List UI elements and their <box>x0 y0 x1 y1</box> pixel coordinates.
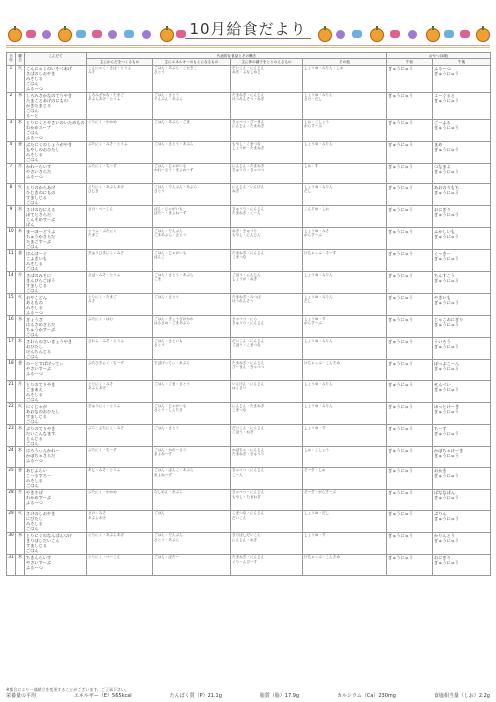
pumpkin-icon <box>160 28 174 42</box>
day-cell: 25 <box>7 467 16 489</box>
snack-pm-cell: くっきー ぎゅうにゅう <box>433 250 491 272</box>
divider <box>6 45 490 46</box>
yellow-group-cell: むしめん・あぶら <box>153 489 231 510</box>
snack-am-cell: ぎゅうにゅう <box>387 425 433 447</box>
snack-am-cell: ぎゅうにゅう <box>387 467 433 489</box>
weekday-cell: 水 <box>16 425 25 447</box>
menu-cell: さわらのさいきょうやき おひたし けんちんじる ごはん <box>25 338 87 360</box>
table-row <box>7 65 491 92</box>
weekday-cell: 月 <box>16 489 25 510</box>
pumpkin-icon <box>426 28 440 42</box>
page-title: 10月給食だより <box>0 18 496 39</box>
table-row <box>7 206 491 228</box>
table-row <box>7 228 491 250</box>
snack-pm-cell: おかき ぎゅうにゅう <box>433 467 491 489</box>
header-snack-am: 午前 <box>387 59 433 65</box>
yellow-group-cell: すぱげってぃ・あぶら <box>153 360 231 381</box>
table-row <box>7 554 491 575</box>
pumpkin-icon <box>370 28 384 42</box>
day-cell: 28 <box>7 489 16 510</box>
yellow-group-cell: ごはん・じゃがいも かれーるう・まよねーず <box>153 163 231 184</box>
snack-am-cell: ぎゅうにゅう <box>387 250 433 272</box>
day-cell: 22 <box>7 403 16 425</box>
other-cell: こんそめ・しお <box>303 206 387 228</box>
green-group-cell: にんじん・いんげん ねぎ <box>231 184 303 206</box>
other-cell: しお・す <box>303 163 387 184</box>
snack-pm-cell: ちーず ぎゅうにゅう <box>433 425 491 447</box>
menu-cell: こんにゃくのいそべあげ さばのしおやき みそしる ごはん ふるーつ <box>25 65 87 92</box>
pumpkin-icon <box>476 28 490 42</box>
snack-pm-cell: ぽっぷこーん ぎゅうにゅう <box>433 360 491 381</box>
snack-am-cell: ぎゅうにゅう <box>387 403 433 425</box>
red-group-cell: とりにく・あぶらあげ ひじき <box>87 184 153 206</box>
table-row <box>7 510 491 532</box>
menu-cell: はんばーぐ こふきいも みそしる ごはん <box>25 250 87 272</box>
other-cell: しお・こしょう がらすーぷ <box>303 119 387 141</box>
weekday-cell: 月 <box>16 381 25 403</box>
red-group-cell: ぶたひきにく・ちーず <box>87 360 153 381</box>
snack-am-cell: ぎゅうにゅう <box>387 272 433 294</box>
header-other: その他 <box>303 59 387 65</box>
yellow-group-cell: ごはん・さとう <box>153 294 231 316</box>
other-cell: しょうゆ・だし <box>303 510 387 532</box>
table-row <box>7 272 491 294</box>
snack-am-cell: ぎゅうにゅう <box>387 119 433 141</box>
snack-am-cell: ぎゅうにゅう <box>387 381 433 403</box>
menu-cell: さばのみそに きんぴらごぼう すましじる ごはん <box>25 272 87 294</box>
day-cell: 29 <box>7 510 16 532</box>
snack-pm-cell: ちんすこう ぎゅうにゅう <box>433 272 491 294</box>
menu-cell: ぶたにくのしょうがやき もやしのおひたし みそしる ごはん <box>25 141 87 163</box>
day-cell: 24 <box>7 447 16 468</box>
green-group-cell: いんげん・にんじん はくさい <box>231 381 303 403</box>
weekday-cell: 金 <box>16 250 25 272</box>
day-cell: 14 <box>7 272 16 294</box>
weekday-cell: 木 <box>16 228 25 250</box>
lollipop-icon <box>108 30 117 39</box>
red-group-cell: とうふ・ぶたにく たまご <box>87 228 153 250</box>
snack-am-cell: ぎゅうにゅう <box>387 92 433 119</box>
red-group-cell: とりにく・あぶらあげ <box>87 532 153 554</box>
green-group-cell: たまねぎ・にんじん ぐりーんぴーす <box>231 554 303 575</box>
table-row <box>7 250 491 272</box>
other-cell: しょうゆ・みりん <box>303 381 387 403</box>
table-row <box>7 141 491 163</box>
yellow-group-cell: ごはん・さとう・あぶら ごま <box>153 272 231 294</box>
lollipop-icon <box>336 30 345 39</box>
nutrition-energy: エネルギー（E）565kcal <box>73 693 132 699</box>
menu-cell: とりのてりやき ごまあえ みそしる ごはん <box>25 381 87 403</box>
snack-pm-cell: せんべい ぎゅうにゅう <box>433 381 491 403</box>
green-group-cell: きゅうり・にんじん たまねぎ・こーん <box>231 206 303 228</box>
snack-pm-cell: やきいも ぎゅうにゅう <box>433 294 491 316</box>
table-row <box>7 425 491 447</box>
header-snack: おやつ(3歳) <box>387 53 491 59</box>
footer-note: ※都合により一部献立を変更することがございます。ご了承下さい。 <box>6 687 130 692</box>
menu-cell: ちきんらいす やさいすーぷ ふるーつ <box>25 554 87 575</box>
menu-cell: さけのしおやき にびたし みそしる ごはん <box>25 510 87 532</box>
other-cell: しょうゆ・みそ がらすーぷ <box>303 228 387 250</box>
menu-table-body <box>7 65 491 575</box>
yellow-group-cell: ごはん・あぶら・ごま <box>153 119 231 141</box>
red-group-cell: さけ・みそ あぶらあげ <box>87 510 153 532</box>
snack-pm-cell: ぷりん ぎゅうにゅう <box>433 510 491 532</box>
day-cell: 3 <box>7 119 16 141</box>
other-cell: けちゃっぷ・こんそめ <box>303 554 387 575</box>
header-yellow-group: 主にエネルギーのもとになるもの <box>153 59 231 65</box>
green-group-cell: たまねぎ・みつば ほうれんそう <box>231 294 303 316</box>
weekday-cell: 木 <box>16 447 25 468</box>
snack-am-cell: ぎゅうにゅう <box>387 360 433 381</box>
snack-am-cell: ぎゅうにゅう <box>387 338 433 360</box>
green-group-cell: だいこん・にんじん ごぼう・ねぎ <box>231 425 303 447</box>
pumpkin-icon <box>318 28 332 42</box>
lollipop-icon <box>142 30 151 39</box>
yellow-group-cell: ごはん・じゃがいも ぱんこ <box>153 250 231 272</box>
lollipop-icon <box>42 30 51 39</box>
red-group-cell: しろみざかな・たまご あぶらあげ・とうふ <box>87 92 153 119</box>
other-cell: しょうゆ・す <box>303 425 387 447</box>
other-cell: しょうゆ・す がらすーぷ <box>303 316 387 338</box>
green-group-cell: だいこん・にんじん ごぼう・こまつな <box>231 338 303 360</box>
yellow-group-cell: ごはん・でんぷん ごまあぶら・さとう <box>153 228 231 250</box>
table-row <box>7 381 491 403</box>
other-cell: しょうゆ・みりん <box>303 272 387 294</box>
table-row <box>7 184 491 206</box>
weekday-cell: 月 <box>16 272 25 294</box>
snack-am-cell: ぎゅうにゅう <box>387 532 433 554</box>
pumpkin-icon <box>58 28 72 42</box>
candy-icon <box>390 30 400 38</box>
weekday-cell: 金 <box>16 360 25 381</box>
day-cell: 31 <box>7 554 16 575</box>
weekday-cell: 水 <box>16 532 25 554</box>
green-group-cell: にんじん・たまねぎ こまつな <box>231 403 303 425</box>
weekday-cell: 火 <box>16 294 25 316</box>
nutrition-protein: たんぱく質（P）21.1g <box>169 693 222 699</box>
halloween-decoration <box>0 28 496 42</box>
menu-cell: はろうぃんかれー かぼちゃさらだ ふるーつ <box>25 447 87 468</box>
weekday-cell: 金 <box>16 141 25 163</box>
table-row <box>7 447 491 468</box>
snack-am-cell: ぎゅうにゅう <box>387 554 433 575</box>
red-group-cell: とりにく・たまご みそ <box>87 294 153 316</box>
red-group-cell: ぶたにく・みそ・とうふ <box>87 141 153 163</box>
other-cell: けちゃっぷ・こんそめ <box>303 360 387 381</box>
candy-icon <box>176 30 186 38</box>
yellow-group-cell: ごはん・でんぷん さとう・あぶら <box>153 532 231 554</box>
red-group-cell: ぎゅうひきにく・みそ <box>87 250 153 272</box>
yellow-group-cell: ぱん・じゃがいも ばたー・まよねーず <box>153 206 231 228</box>
day-cell: 11 <box>7 250 16 272</box>
yellow-group-cell: ごはん・ごま・さとう <box>153 381 231 403</box>
candy-icon <box>124 30 134 38</box>
green-group-cell: かぼちゃ・にんじん たまねぎ・きゅうり <box>231 447 303 468</box>
weekday-cell: 水 <box>16 92 25 119</box>
weekday-cell: 火 <box>16 510 25 532</box>
other-cell: そーす・しお <box>303 467 387 489</box>
table-row <box>7 403 491 425</box>
menu-table <box>6 52 491 576</box>
red-group-cell: とりにく・べーこん <box>87 554 153 575</box>
red-group-cell: とりにく・みそ あぶらあげ <box>87 381 153 403</box>
snack-pm-cell: ばななぱん ぎゅうにゅう <box>433 489 491 510</box>
snack-pm-cell: かりんとう ぎゅうにゅう <box>433 532 491 554</box>
weekday-cell: 火 <box>16 403 25 425</box>
header-snack-pm: 午後 <box>433 59 491 65</box>
yellow-group-cell: ごはん・かれーるう まよねーず <box>153 447 231 468</box>
table-row <box>7 338 491 360</box>
day-cell: 4 <box>7 141 16 163</box>
snack-am-cell: ぎゅうにゅう <box>387 163 433 184</box>
green-group-cell: たまねぎ・にんじん ぴーまん・きゃべつ <box>231 360 303 381</box>
other-cell: しょうゆ・みりん <box>303 141 387 163</box>
yellow-group-cell: ごはん・ぎょうざのかわ はるさめ・ごまあぶら <box>153 316 231 338</box>
yellow-group-cell: ごはん <box>153 510 231 532</box>
day-cell: 16 <box>7 316 16 338</box>
snack-am-cell: ぎゅうにゅう <box>387 294 433 316</box>
yellow-group-cell: ごはん・さとう <box>153 425 231 447</box>
table-row <box>7 294 491 316</box>
yellow-group-cell: ごはん・さといも さとう <box>153 338 231 360</box>
snack-pm-cell: じゃこおにぎり ぎゅうにゅう <box>433 316 491 338</box>
menu-cell: ぎょうざ はるさめさらだ ちゅうかすーぷ ごはん <box>25 316 87 338</box>
other-cell: しお・こしょう <box>303 447 387 468</box>
menu-cell: とりのからあげ ひじきのにもの すましじる ごはん <box>25 184 87 206</box>
snack-pm-cell: ういろう ぎゅうにゅう <box>433 338 491 360</box>
nutrition-label: 栄養量の平均 <box>6 693 37 699</box>
green-group-cell: きゃべつ・にんじん もやし・たまねぎ <box>231 489 303 510</box>
snack-am-cell: ぎゅうにゅう <box>387 184 433 206</box>
candy-icon <box>92 30 102 38</box>
menu-cell: みーとすぱげってぃ やさいすーぷ ふるーつ <box>25 360 87 381</box>
day-cell: 8 <box>7 184 16 206</box>
menu-cell: とりにくのなんばんづけ きりぼしだいこん すましじる ごはん <box>25 532 87 554</box>
yellow-group-cell: ごはん・でんぷん・あぶら さとう <box>153 184 231 206</box>
other-cell: しょうゆ・みりん さけ・だし <box>303 92 387 119</box>
menu-cell: さけのむにえる ぽてとさらだ こんそめすーぷ ぱん <box>25 206 87 228</box>
green-group-cell: たまねぎ・にんじん こまつな <box>231 250 303 272</box>
header-day: 日付 <box>7 53 16 66</box>
snack-pm-cell: ふるーつ ぎゅうにゅう <box>433 65 491 92</box>
yellow-group-cell: ごはん・ばたー <box>153 554 231 575</box>
snack-pm-cell: ほっとけーき ぎゅうにゅう <box>433 403 491 425</box>
header-food-groups: 代表的な食品とその働き <box>87 53 387 59</box>
other-cell: そーす・がらすーぷ <box>303 489 387 510</box>
green-group-cell: きゃべつ・にんじん こーん <box>231 467 303 489</box>
day-cell: 18 <box>7 360 16 381</box>
table-row <box>7 163 491 184</box>
day-cell: 23 <box>7 425 16 447</box>
day-cell: 2 <box>7 92 16 119</box>
red-group-cell: ぶたにく・わかめ <box>87 489 153 510</box>
snack-am-cell: ぎゅうにゅう <box>387 447 433 468</box>
green-group-cell: きゃべつ・にら きゅうり・にんじん <box>231 316 303 338</box>
menu-cell: やきそば わかめすーぷ ふるーつ <box>25 489 87 510</box>
header-red-group: 主にからだをつくるもの <box>87 59 153 65</box>
menu-cell: おやこどん あえもの みそしる ふるーつ <box>25 294 87 316</box>
other-cell: しょうゆ・みりん だし <box>303 294 387 316</box>
header-green-group: 主に体の調子をととのえるもの <box>231 59 303 65</box>
other-cell: けちゃっぷ・そーす <box>303 250 387 272</box>
green-group-cell: たまねぎ・にんじん ほうれんそう・ねぎ <box>231 92 303 119</box>
yellow-group-cell: ごはん・ぱんこ・あぶら まよねーず <box>153 467 231 489</box>
yellow-group-cell: ごはん・さとう でんぷん・あぶら <box>153 92 231 119</box>
menu-cell: あじふらい こーるすろー みそしる ごはん <box>25 467 87 489</box>
nutrition-calcium: カルシウム（Ca）230mg <box>336 693 396 699</box>
header-menu: こんだて <box>25 53 87 66</box>
menu-cell: ぶりのてりやき だいこんなます とんじる ごはん <box>25 425 87 447</box>
red-group-cell: ぶたにく・ちーず <box>87 447 153 468</box>
snack-am-cell: ぎゅうにゅう <box>387 228 433 250</box>
table-row <box>7 532 491 554</box>
day-cell: 1 <box>7 65 16 92</box>
snack-pm-cell: よーぐると ぎゅうにゅう <box>433 92 491 119</box>
weekday-cell: 金 <box>16 467 25 489</box>
snack-am-cell: ぎゅうにゅう <box>387 206 433 228</box>
candy-icon <box>26 30 36 38</box>
table-row <box>7 92 491 119</box>
other-cell: しょうゆ・みりん <box>303 403 387 425</box>
snack-am-cell: ぎゅうにゅう <box>387 316 433 338</box>
day-cell: 17 <box>7 338 16 360</box>
green-group-cell: ねぎ・きゅうり もやし・にんじん <box>231 228 303 250</box>
snack-pm-cell: あおのりもち ぎゅうにゅう <box>433 184 491 206</box>
weekday-cell: 水 <box>16 206 25 228</box>
menu-cell: かれーらいす やさいさらだ ふるーつ <box>25 163 87 184</box>
green-group-cell: だいこん・にんじん ねぎ・ぶなしめじ <box>231 65 303 92</box>
yellow-group-cell: ごはん・さとう・あぶら <box>153 141 231 163</box>
table-row <box>7 467 491 489</box>
table-row <box>7 489 491 510</box>
weekday-cell: 火 <box>16 65 25 92</box>
other-cell: しょうゆ・みりん・しお <box>303 65 387 92</box>
nutrition-summary <box>6 692 490 699</box>
green-group-cell: こまつな・にんじん だいこん <box>231 510 303 532</box>
red-group-cell: ぶたにく・はむ <box>87 316 153 338</box>
snack-pm-cell: おにぎり ぎゅうにゅう <box>433 554 491 575</box>
day-cell: 7 <box>7 163 16 184</box>
table-row <box>7 316 491 338</box>
day-cell: 21 <box>7 381 16 403</box>
snack-am-cell: ぎゅうにゅう <box>387 141 433 163</box>
other-cell: しょうゆ・す <box>303 532 387 554</box>
nutrition-salt: 食塩相当量（しお）2.2g <box>433 693 490 699</box>
weekday-cell: 木 <box>16 554 25 575</box>
red-group-cell: さわら・みそ・とうふ <box>87 338 153 360</box>
weekday-cell: 水 <box>16 316 25 338</box>
snack-pm-cell: ごーふる ぎゅうにゅう <box>433 119 491 141</box>
header-weekday: 曜日 <box>16 53 25 66</box>
other-cell: しょうゆ・みりん だし <box>303 184 387 206</box>
candy-icon <box>76 30 86 38</box>
day-cell: 15 <box>7 294 16 316</box>
snack-am-cell: ぎゅうにゅう <box>387 489 433 510</box>
red-group-cell: ぶり・ぶたにく・みそ <box>87 425 153 447</box>
candy-icon <box>352 30 362 38</box>
yellow-group-cell: ごはん・あぶら・こむぎこ さとう <box>153 65 231 92</box>
green-group-cell: きりぼしだいこん にんじん・ねぎ <box>231 532 303 554</box>
weekday-cell: 月 <box>16 163 25 184</box>
green-group-cell: きゃべつ・ぴーまん にんじん・たまねぎ <box>231 119 303 141</box>
red-group-cell: ぶたにく・ちーず <box>87 163 153 184</box>
snack-am-cell: ぎゅうにゅう <box>387 65 433 92</box>
pumpkin-icon <box>8 28 22 42</box>
table-row <box>7 360 491 381</box>
table-row <box>7 119 491 141</box>
day-cell: 30 <box>7 532 16 554</box>
snack-am-cell: ぎゅうにゅう <box>387 510 433 532</box>
weekday-cell: 火 <box>16 184 25 206</box>
menu-cell: しろみさかなのてりやき たまごとあげのにもの かきたまじる ごはん るーと <box>25 92 87 119</box>
snack-pm-cell: かぼちゃけーき ぎゅうにゅう <box>433 447 491 468</box>
menu-cell: とりにくとやさいのいためもの わかめスープ ごはん ふるーつ <box>26 120 85 141</box>
nutrition-fat: 脂質（脂）17.9g <box>259 693 300 699</box>
red-group-cell: あじ・みそ・とうふ <box>87 467 153 489</box>
snack-pm-cell: ふかしいも ぎゅうにゅう <box>433 228 491 250</box>
day-cell: 10 <box>7 228 16 250</box>
day-cell: 9 <box>7 206 16 228</box>
red-group-cell: とりにく・わかめ <box>87 119 153 141</box>
red-group-cell: ぎゅうにく・とうふ <box>87 403 153 425</box>
snack-pm-cell: おにぎり ぎゅうにゅう <box>433 206 491 228</box>
menu-cell: にくじゃが あおなのおひたし すましじる ごはん <box>25 403 87 425</box>
red-group-cell: さけ・べーこん <box>87 206 153 228</box>
yellow-group-cell: ごはん・じゃがいも さとう・しらたき <box>153 403 231 425</box>
candy-icon <box>444 30 454 38</box>
candy-icon <box>460 30 470 38</box>
lollipop-icon <box>408 30 417 39</box>
other-cell: しょうゆ・みりん <box>303 338 387 360</box>
weekday-cell: 木 <box>16 338 25 360</box>
green-group-cell: ごぼう・にんじん しょうが・ねぎ <box>231 272 303 294</box>
divider <box>6 47 490 48</box>
red-group-cell: さば・みそ・とうふ <box>87 272 153 294</box>
red-group-cell: こんにゃく・さば・とうふ みそ <box>87 65 153 92</box>
snack-pm-cell: つなまよ ぎゅうにゅう <box>433 163 491 184</box>
menu-cell: まーぼーどうふ ちゅうかさらだ たまごすーぷ ごはん <box>25 228 87 250</box>
weekday-cell: 木 <box>16 119 25 141</box>
green-group-cell: もやし・こまつな しょうが・たまねぎ <box>231 141 303 163</box>
green-group-cell: にんじん・たまねぎ きゅうり・きゃべつ <box>231 163 303 184</box>
snack-pm-cell: まめ ぎゅうにゅう <box>433 141 491 163</box>
